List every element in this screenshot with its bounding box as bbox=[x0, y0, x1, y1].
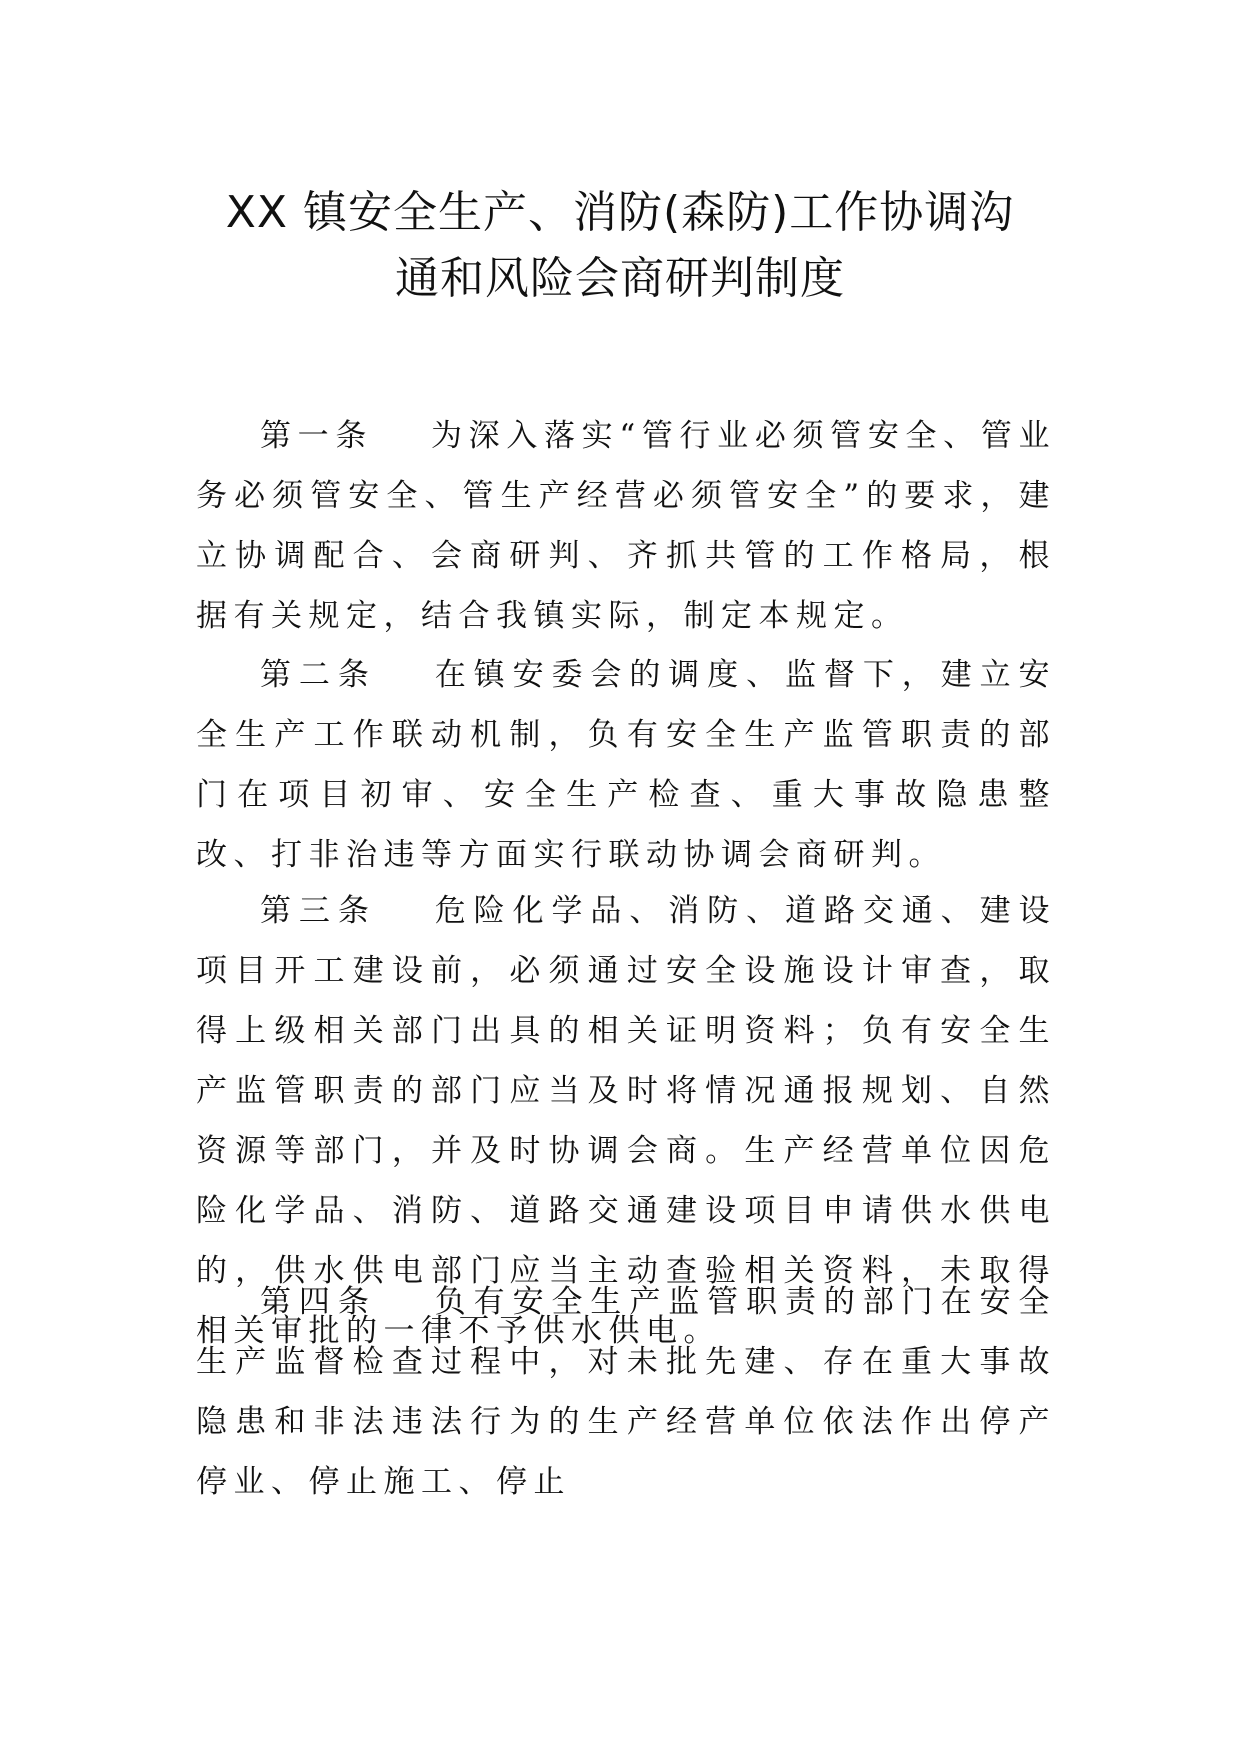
article-4-text: 负有安全生产监管职责的部门在安全生产监督检查过程中，对未批先建、存在重大事故隐患和非法违法行为的生产经营单位依法作出停产停业、停止施工、停止 bbox=[196, 1284, 1056, 1500]
article-4 bbox=[196, 1272, 1056, 1512]
title-line-2: 通和风险会商研判制度 bbox=[395, 253, 845, 304]
article-2-text: 在镇安委会的调度、监督下，建立安全生产工作联动机制，负有安全生产监管职责的部门在项目初审、安全生产检查、重大事故隐患整改、打非治违等方面实行联动协调会商研判。 bbox=[196, 657, 1056, 873]
document-title bbox=[150, 180, 1090, 312]
article-2 bbox=[196, 645, 1056, 885]
article-1-text: 为深入落实“管行业必须管安全、管业务必须管安全、管生产经营必须管安全”的要求，建立协调配合、会商研判、齐抓共管的工作格局，根据有关规定，结合我镇实际，制定本规定。 bbox=[196, 418, 1056, 634]
article-2-label: 第二条 bbox=[260, 657, 377, 693]
article-1-label: 第一条 bbox=[260, 418, 373, 454]
title-line-1: XX 镇安全生产、消防(森防)工作协调沟 bbox=[225, 187, 1015, 238]
article-3-text: 危险化学品、消防、道路交通、建设项目开工建设前，必须通过安全设施设计审查，取得上级相关部门出具的相关证明资料；负有安全生产监管职责的部门应当及时将情况通报规划、自然资源等部门，并及时协调会商。生产经营单位因危险化学品、消防、道路交通建设项目申请供水供电的，供水供电部门应当主动查验相关资料，未取得相关审批的一律不予供水供电。 bbox=[196, 893, 1056, 1349]
article-1 bbox=[196, 406, 1056, 646]
article-4-label: 第四条 bbox=[260, 1284, 377, 1320]
article-3-label: 第三条 bbox=[260, 893, 377, 929]
